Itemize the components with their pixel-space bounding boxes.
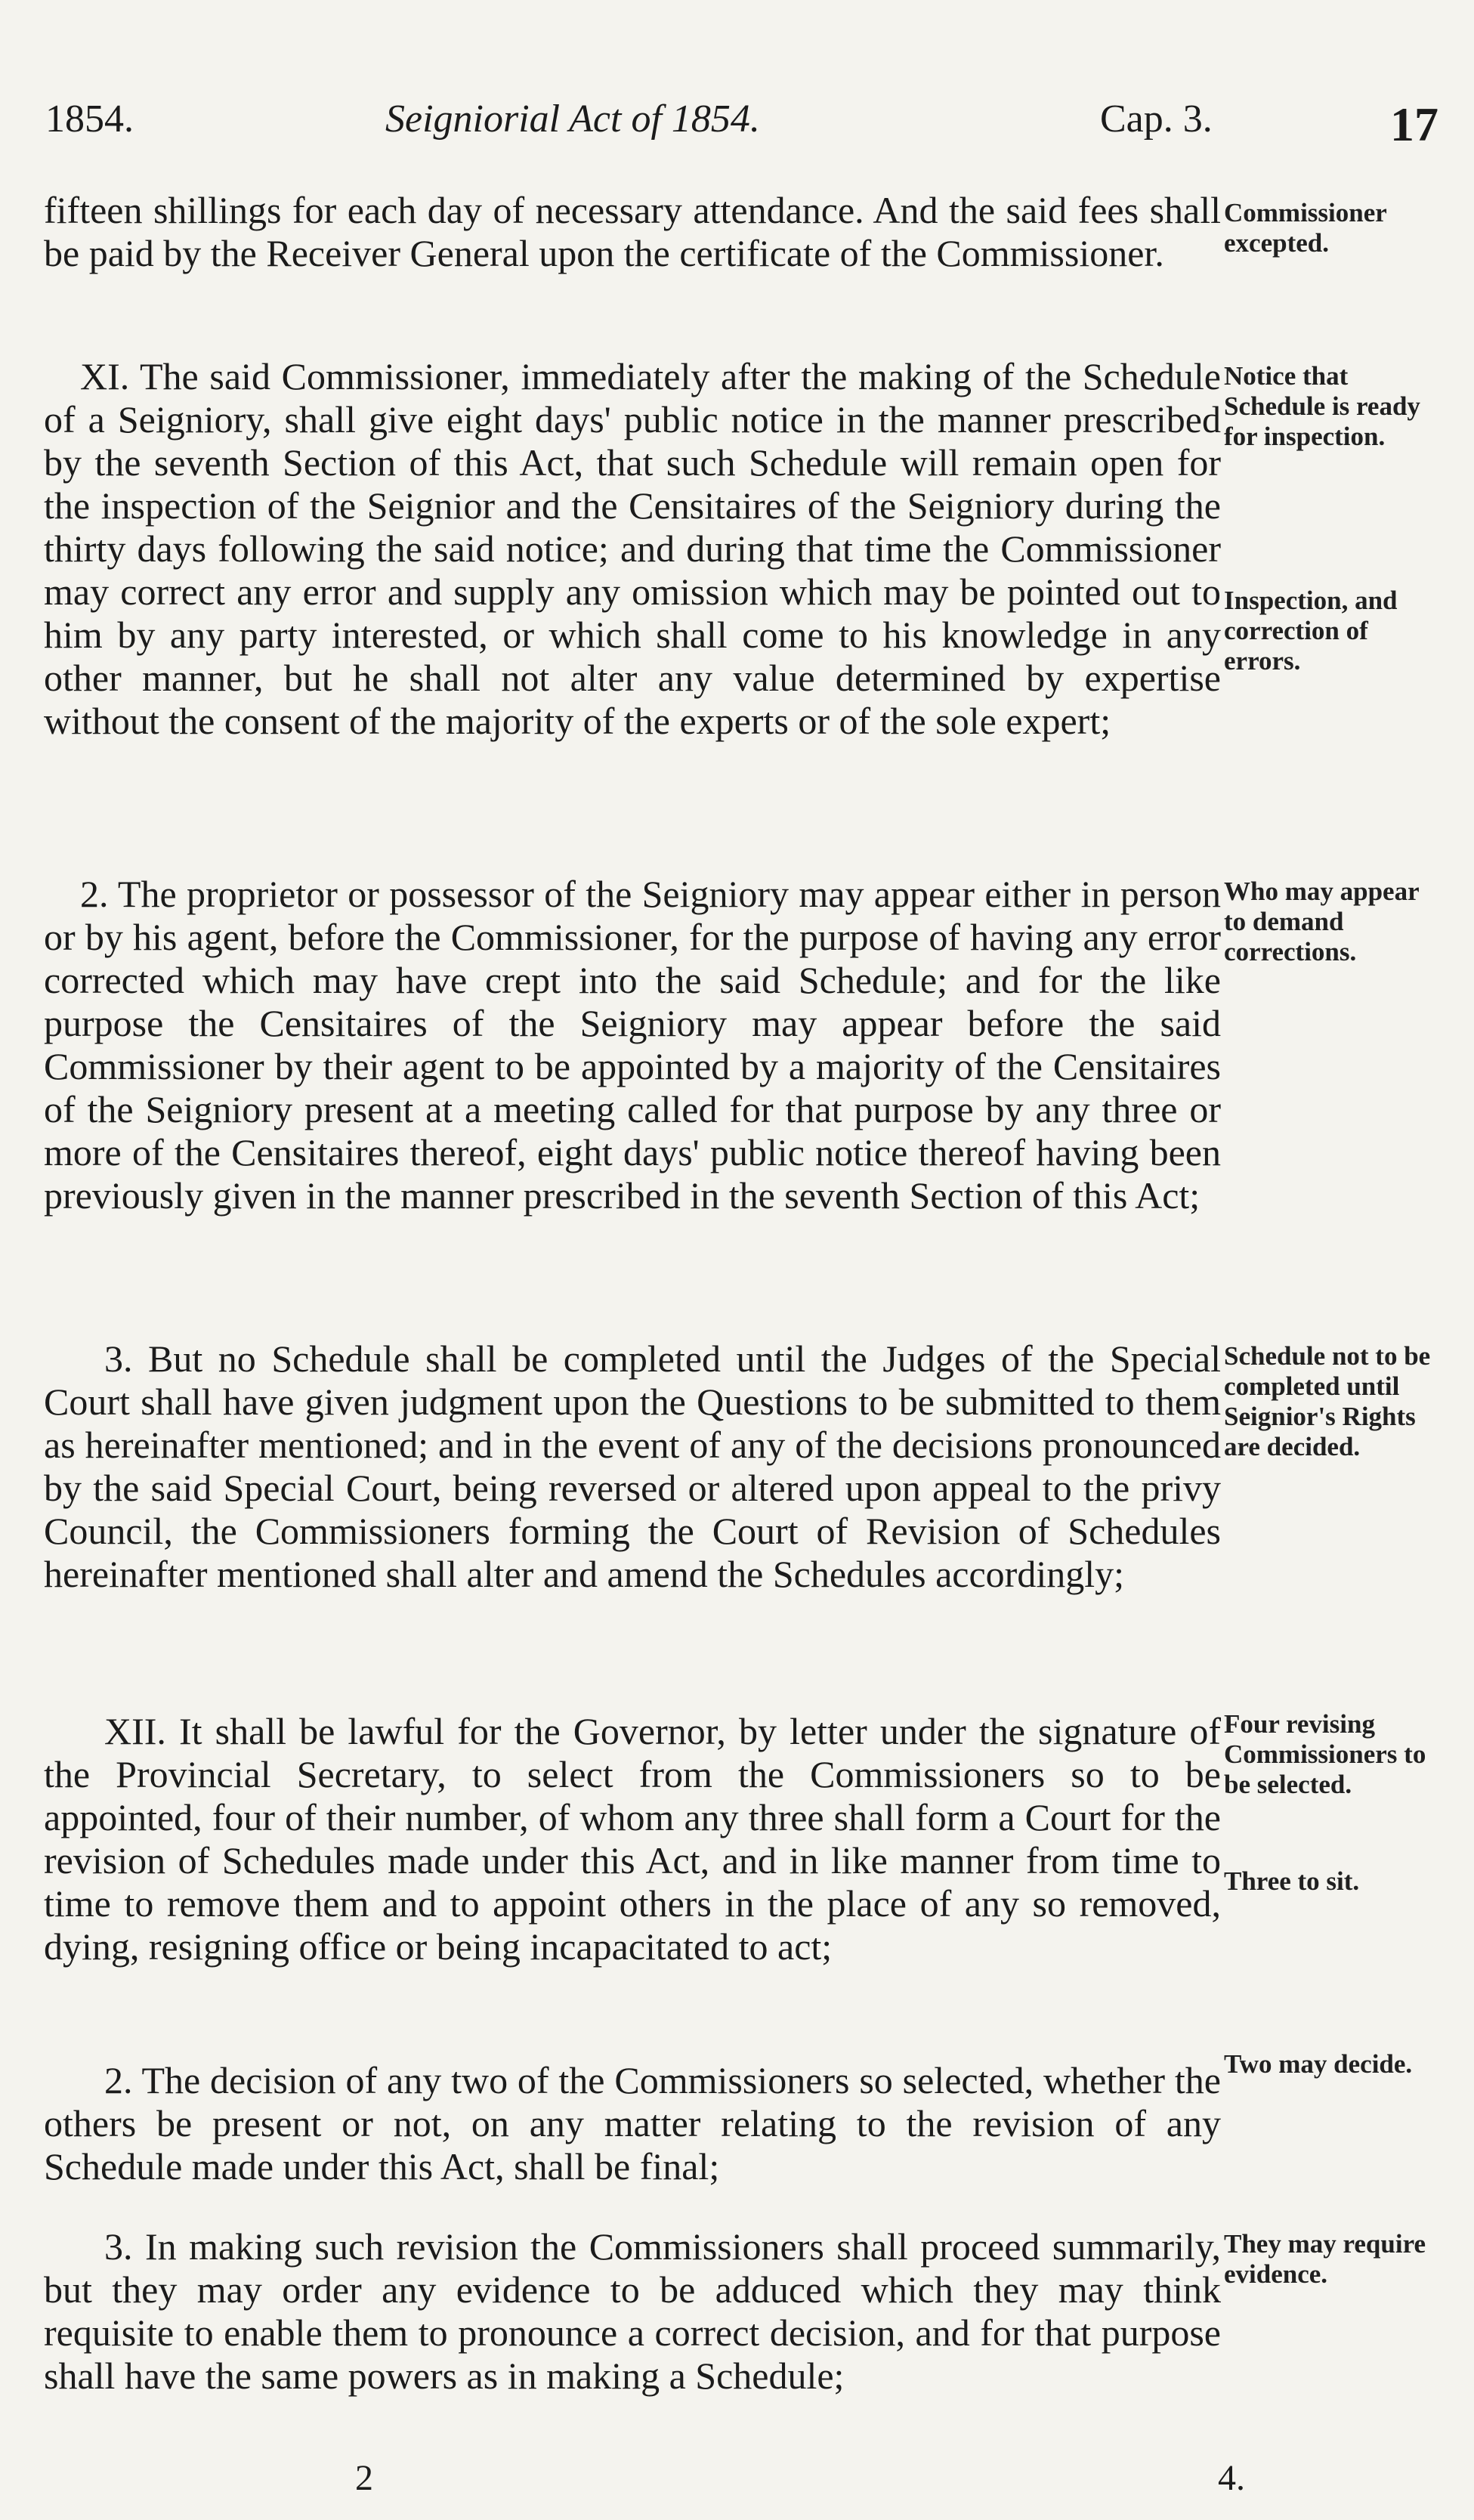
signature-mark: 2 bbox=[355, 2458, 373, 2498]
section-xii-block bbox=[44, 1710, 1221, 1968]
paragraph-block bbox=[44, 1337, 1221, 1596]
margin-note: Schedule not to be completed until Seignior's Rights are decided. bbox=[1224, 1341, 1431, 1461]
paragraph: 3. But no Schedule shall be completed until the Judges of the Special Court shall have given judgment upon the Questions to be submitted to them as hereinafter mentioned; and in the event of any of the decisions pronounced by the said Special Court, being reversed or altered upon appeal to the privy Council, the Commissioners forming the Court of Revision of Schedules hereinafter mentioned shall alter and amend the Schedules accordingly; bbox=[44, 1337, 1221, 1595]
paragraph-block bbox=[44, 873, 1221, 1217]
margin-note: Three to sit. bbox=[1224, 1866, 1360, 1896]
header-title: Seigniorial Act of 1854. bbox=[385, 97, 760, 141]
page-footer bbox=[0, 2457, 1474, 2510]
page-number: 17 bbox=[1390, 97, 1438, 151]
running-header bbox=[36, 97, 1438, 157]
paragraph: XI. The said Commissioner, immediately after the making of the Schedule of a Seigniory, shall give eight days' public notice in the manner prescribed by the seventh Section of this Act, that such Schedule will remain open for the inspection of the Seignior and the Censitaires of the Seigniory during the thirty days following the said notice; and during that time the Commissioner may correct any error and supply any omission which may be pointed out to him by any party interested, or which shall come to his knowledge in any other manner, but he shall not alter any value determined by expertise without the consent of the majority of the experts or of the sole expert; bbox=[44, 355, 1221, 742]
section-xi-block bbox=[44, 355, 1221, 743]
margin-note: Commissioner excepted. bbox=[1224, 198, 1387, 258]
paragraph-block bbox=[44, 2059, 1221, 2188]
margin-note: Four revising Commissioners to be selected. bbox=[1224, 1709, 1426, 1799]
margin-note: Inspection, and correction of errors. bbox=[1224, 586, 1398, 676]
paragraph: 2. The decision of any two of the Commissioners so selected, whether the others be present or not, on any matter relating to the revision of any Schedule made under this Act, shall be final; bbox=[44, 2059, 1221, 2188]
margin-note: Notice that Schedule is ready for inspection. bbox=[1224, 361, 1420, 451]
catchword: 4. bbox=[1218, 2458, 1245, 2498]
paragraph: 3. In making such revision the Commissioners shall proceed summarily, but they may order any evidence to be adduced which they may think requisite to enable them to pronounce a correct decision, and for that purpose shall have the same powers as in making a Schedule; bbox=[44, 2225, 1221, 2397]
paragraph-block bbox=[44, 2225, 1221, 2398]
margin-note: Two may decide. bbox=[1224, 2049, 1413, 2079]
paragraph: XII. It shall be lawful for the Governor, by letter under the signature of the Provincial Secretary, to select from the Commissioners so to be appointed, four of their number, of whom any three shall form a Court for the revision of Schedules made under this Act, and in like manner from time to time to remove them and to appoint others in the place of any so removed, dying, resigning office or being incapacitated to act; bbox=[44, 1710, 1221, 1968]
header-year: 1854. bbox=[45, 97, 134, 141]
paragraph: fifteen shillings for each day of necessary attendance. And the said fees shall be paid by the Receiver General upon the certificate of the Commissioner. bbox=[44, 189, 1221, 274]
paragraph-block bbox=[44, 189, 1221, 275]
margin-note: They may require evidence. bbox=[1224, 2229, 1426, 2289]
paragraph: 2. The proprietor or possessor of the Seigniory may appear either in person or by his agent, before the Commissioner, for the purpose of having any error corrected which may have crept into the said Schedule; and for the like purpose the Censitaires of the Seigniory may appear before the said Commissioner by their agent to be appointed by a majority of the Censitaires of the Seigniory present at a meeting called for that purpose by any three or more of the Censitaires thereof, eight days' public notice thereof having been previously given in the manner prescribed in the seventh Section of this Act; bbox=[44, 873, 1221, 1217]
header-chapter: Cap. 3. bbox=[1100, 97, 1213, 141]
margin-note: Who may appear to demand corrections. bbox=[1224, 877, 1419, 966]
